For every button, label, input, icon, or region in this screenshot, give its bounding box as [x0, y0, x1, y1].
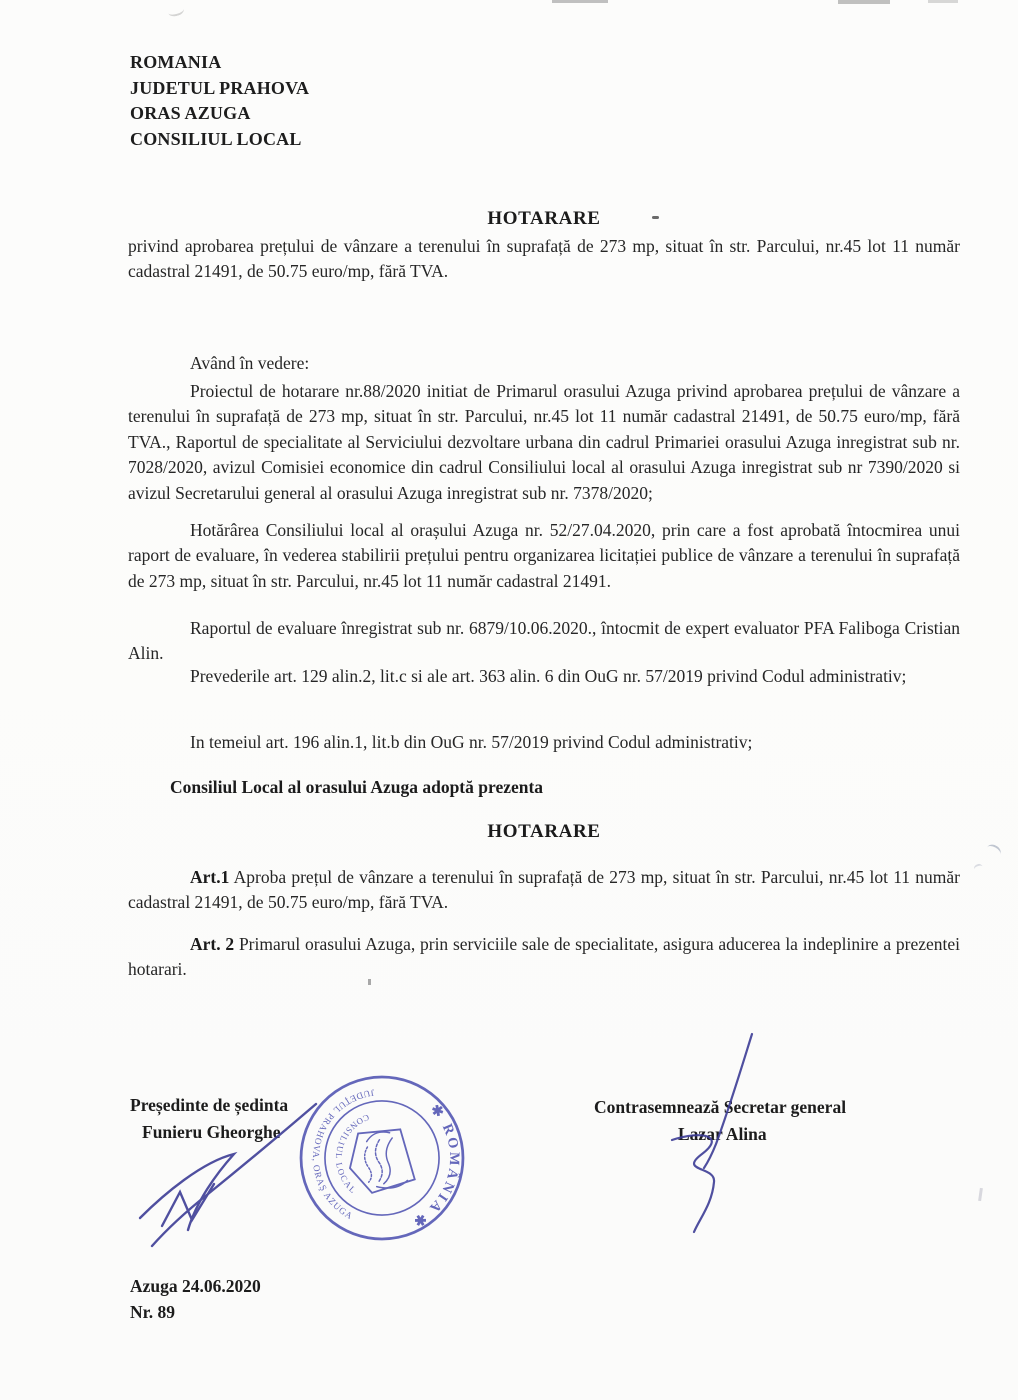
document-subtitle: privind aprobarea prețului de vânzare a terenului în suprafață de 273 mp, situat în str. Parcului, nr.45 lot 11 număr cadastral 21491, de 50.75 euro/mp, fără TVA.: [128, 236, 960, 282]
preamble-intro: Având în vedere:: [190, 353, 310, 373]
adoption-clause: Consiliul Local al orasului Azuga adoptă prezenta: [170, 777, 544, 797]
letterhead-county: JUDETUL PRAHOVA: [130, 77, 310, 98]
legal-basis: In temeiul art. 196 alin.1, lit.b din OuG nr. 57/2019 privind Codul administrativ;: [190, 732, 753, 752]
stamp-coat-of-arms: [345, 1127, 415, 1196]
scan-artifact: [167, 4, 185, 18]
issue-place-date: Azuga 24.06.2020: [130, 1276, 261, 1296]
preamble-paragraph-4: Prevederile art. 129 alin.2, lit.c si ale art. 363 alin. 6 din OuG nr. 57/2019 privind Codul administrativ;: [190, 666, 907, 686]
svg-text:JUDEŢUL PRAHOVA, ORAŞ AZUGA: [300, 1079, 377, 1222]
svg-text:✱ ROMÂNIA ✱: [406, 1100, 473, 1237]
secretary-name: Lazar Alina: [678, 1124, 767, 1144]
svg-text:CONSILIUL LOCAL: [327, 1108, 372, 1197]
letterhead-council: CONSILIUL LOCAL: [130, 128, 302, 149]
scan-artifact: [552, 0, 608, 3]
president-name: Funieru Gheorghe: [142, 1122, 281, 1142]
preamble-paragraph-1: Proiectul de hotarare nr.88/2020 initiat de Primarul orasului Azuga privind aprobarea prețului de vânzare a terenului în suprafață de 273 mp, situat în str. Parcului, nr.45 lot 11 număr cadastral 21491, de 50.75 euro/mp, fără TVA., Raportul de specialitate al Serviciului dezvoltare urbana din cadrul Primariei orasului Azuga inregistrat sub nr. 7028/2020, avizul Comisiei economice din cadrul Consiliului local al orasului Azuga inregistrat sub nr 7390/2020 si avizul Secretarului general al orasului Azuga inregistrat sub nr. 7378/2020;: [128, 381, 960, 503]
document-title: HOTARARE: [487, 208, 601, 229]
scan-artifact: [928, 0, 958, 3]
preamble-paragraph-3: Raportul de evaluare înregistrat sub nr. 6879/10.06.2020., întocmit de expert evaluator PFA Faliboga Cristian Alin.: [128, 618, 960, 664]
scan-artifact: [838, 0, 890, 4]
official-stamp: [290, 1066, 474, 1250]
president-role: Președinte de ședinta: [130, 1095, 289, 1115]
letterhead-town: ORAS AZUGA: [130, 103, 251, 123]
stamp-country-text: ✱ ROMÂNIA ✱: [408, 1101, 463, 1231]
article-2: [128, 932, 960, 983]
letterhead-country: ROMANIA: [130, 52, 222, 72]
article-1-label: Art.1: [190, 867, 230, 887]
scan-artifact: [973, 863, 984, 873]
stamp-inner-ring-text: CONSILIUL LOCAL: [333, 1112, 371, 1196]
stamp-outer-ring-text: JUDEŢUL PRAHOVA, ORAŞ AZUGA: [310, 1087, 376, 1222]
secretary-role: Contrasemnează Secretar general: [594, 1097, 847, 1117]
decision-title: HOTARARE: [487, 821, 601, 842]
scan-artifact: [984, 842, 1003, 860]
article-2-label: Art. 2: [190, 934, 235, 954]
article-1-text: Aproba prețul de vânzare a terenului în suprafață de 273 mp, situat în str. Parcului, nr.45 lot 11 număr cadastral 21491, de 50.75 euro/mp, fără TVA.: [128, 867, 960, 913]
article-2-text: Primarul orasului Azuga, prin serviciile sale de specialitate, asigura aducerea la indeplinire a prezentei hotarari.: [128, 934, 961, 980]
scan-artifact: [978, 1188, 983, 1201]
article-1: [128, 865, 960, 916]
letterhead: [130, 50, 309, 152]
decision-number: Nr. 89: [130, 1302, 176, 1322]
president-signature: [128, 1098, 328, 1250]
preamble-paragraph-2: Hotărârea Consiliului local al orașului Azuga nr. 52/27.04.2020, prin care a fost aprobată întocmirea unui raport de evaluare, în vederea stabilirii prețului pentru organizarea licitației publice de vânzare a terenului în suprafață de 273 mp, situat în str. Parcului, nr.45 lot 11 număr cadastral 21491.: [128, 520, 960, 591]
